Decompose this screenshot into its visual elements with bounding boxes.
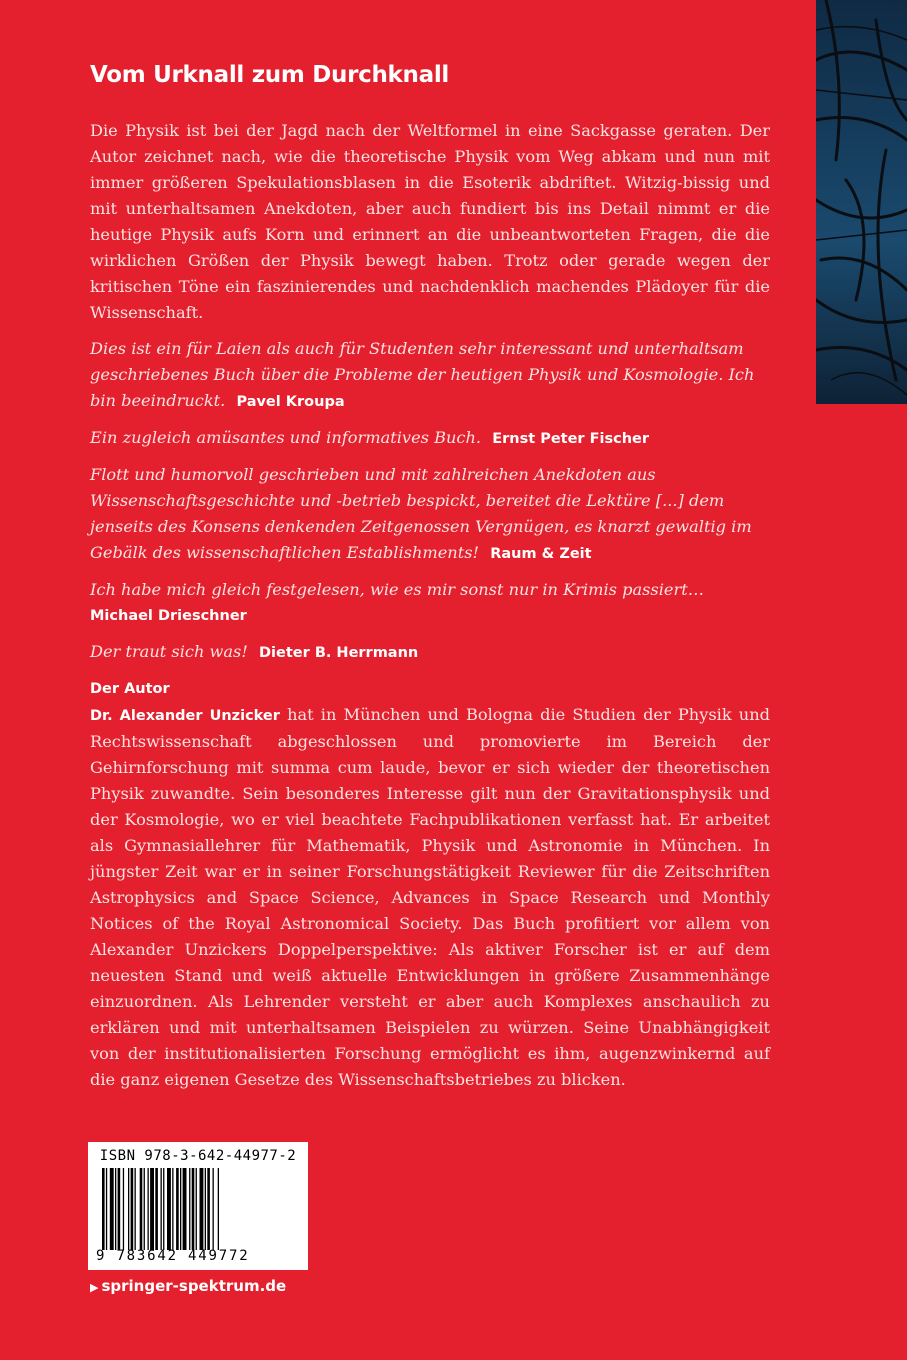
review-quote	[90, 336, 770, 415]
review-quote	[90, 577, 770, 629]
barcode-bars	[100, 1168, 296, 1250]
review-quote	[90, 639, 770, 666]
author-bio	[90, 702, 770, 1093]
isbn-label: ISBN 978-3-642-44977-2	[99, 1148, 297, 1164]
quote-text: Ich habe mich gleich festgelesen, wie es mir sonst nur in Krimis passiert…	[90, 580, 704, 599]
book-blurb: Die Physik ist bei der Jagd nach der Weltformel in eine Sackgasse geraten. Der Autor zeichnet nach, wie die theoretische Physik vom Weg abkam und nun mit immer größeren Spekulationsblasen in die Esoterik abdriftet. Witzig-bissig und mit unterhaltsamen Anekdoten, aber auch fundiert bis ins Detail nimmt er die heutige Physik aufs Korn und erinnert an die unbeantworteten Fragen, die die wirklichen Größen der Physik bewegt haben. Trotz oder gerade wegen der kritischen Töne ein faszinierendes und nachdenklich machendes Plädoyer für die Wissenschaft.	[90, 121, 770, 322]
author-bio-text: hat in München und Bologna die Studien der Physik und Rechtswissenschaft abgeschlossen und promovierte im Bereich der Gehirnforschung mit summa cum laude, bevor er sich wieder der theoretischen Physik zuwandte. Sein besonderes Interesse gilt nun der Gravitationsphysik und der Kosmologie, wo er viel beachtete Fachpublikationen verfasst hat. Er arbeitet als Gymnasiallehrer für Mathematik, Physik und Astronomie in München. In jüngster Zeit war er in seiner Forschungstätigkeit Reviewer für die Zeitschriften Astrophysics and Space Science, Advances in Space Research und Monthly Notices of the Royal Astronomical Society. Das Buch profitiert vor allem von Alexander Unzickers Doppelperspektive: Als aktiver Forscher ist er auf dem neuesten Stand und weiß aktuelle Entwicklungen in größere Zusammenhänge einzuordnen. Als Lehrender versteht er aber auch Komplexes anschaulich zu erklären und mit unterhaltsamen Beispielen zu würzen. Seine Unabhängigkeit von der institutionalisierten Forschung ermöglicht es ihm, augenzwinkernd auf die ganz eigenen Gesetze des Wissenschaftsbetriebes zu blicken.	[90, 705, 771, 1089]
barcode-digits: 9 783642 449772	[96, 1248, 250, 1264]
review-quote	[90, 462, 770, 567]
quote-author: Pavel Kroupa	[236, 394, 345, 410]
quote-text: Dies ist ein für Laien als auch für Studenten sehr interessant und unterhaltsam geschriebenes Buch über die Probleme der heutigen Physik und Kosmologie. Ich bin beeindruckt.	[90, 339, 755, 410]
quote-text: Flott und humorvoll geschrieben und mit zahlreichen Anekdoten aus Wissenschaftsgeschichte und -betrieb bespickt, bereitet die Lektüre [...] dem jenseits des Konsens denkenden Zeitgenossen Vergnügen, es knarzt gewaltig im Gebälk des wissenschaftlichen Establishments!	[90, 465, 752, 562]
arrow-right-icon: ▶	[90, 1281, 99, 1294]
publisher-website[interactable]	[90, 1277, 286, 1295]
quote-author: Dieter B. Herrmann	[259, 645, 419, 661]
quote-author: Michael Drieschner	[90, 608, 247, 624]
isbn-barcode	[88, 1142, 308, 1270]
website-text: springer-spektrum.de	[101, 1277, 287, 1295]
abstract-lines-image	[816, 0, 907, 404]
author-heading: Der Autor	[90, 681, 170, 697]
back-cover-text	[90, 118, 770, 1093]
quote-text: Der traut sich was!	[90, 642, 248, 661]
cover-image-strip	[816, 0, 907, 404]
quote-author: Raum & Zeit	[490, 546, 592, 562]
quote-author: Ernst Peter Fischer	[492, 431, 650, 447]
quote-text: Ein zugleich amüsantes und informatives Buch.	[90, 428, 482, 447]
review-quote	[90, 425, 770, 452]
author-name: Dr. Alexander Unzicker	[90, 708, 280, 724]
book-title: Vom Urknall zum Durchknall	[90, 62, 450, 88]
